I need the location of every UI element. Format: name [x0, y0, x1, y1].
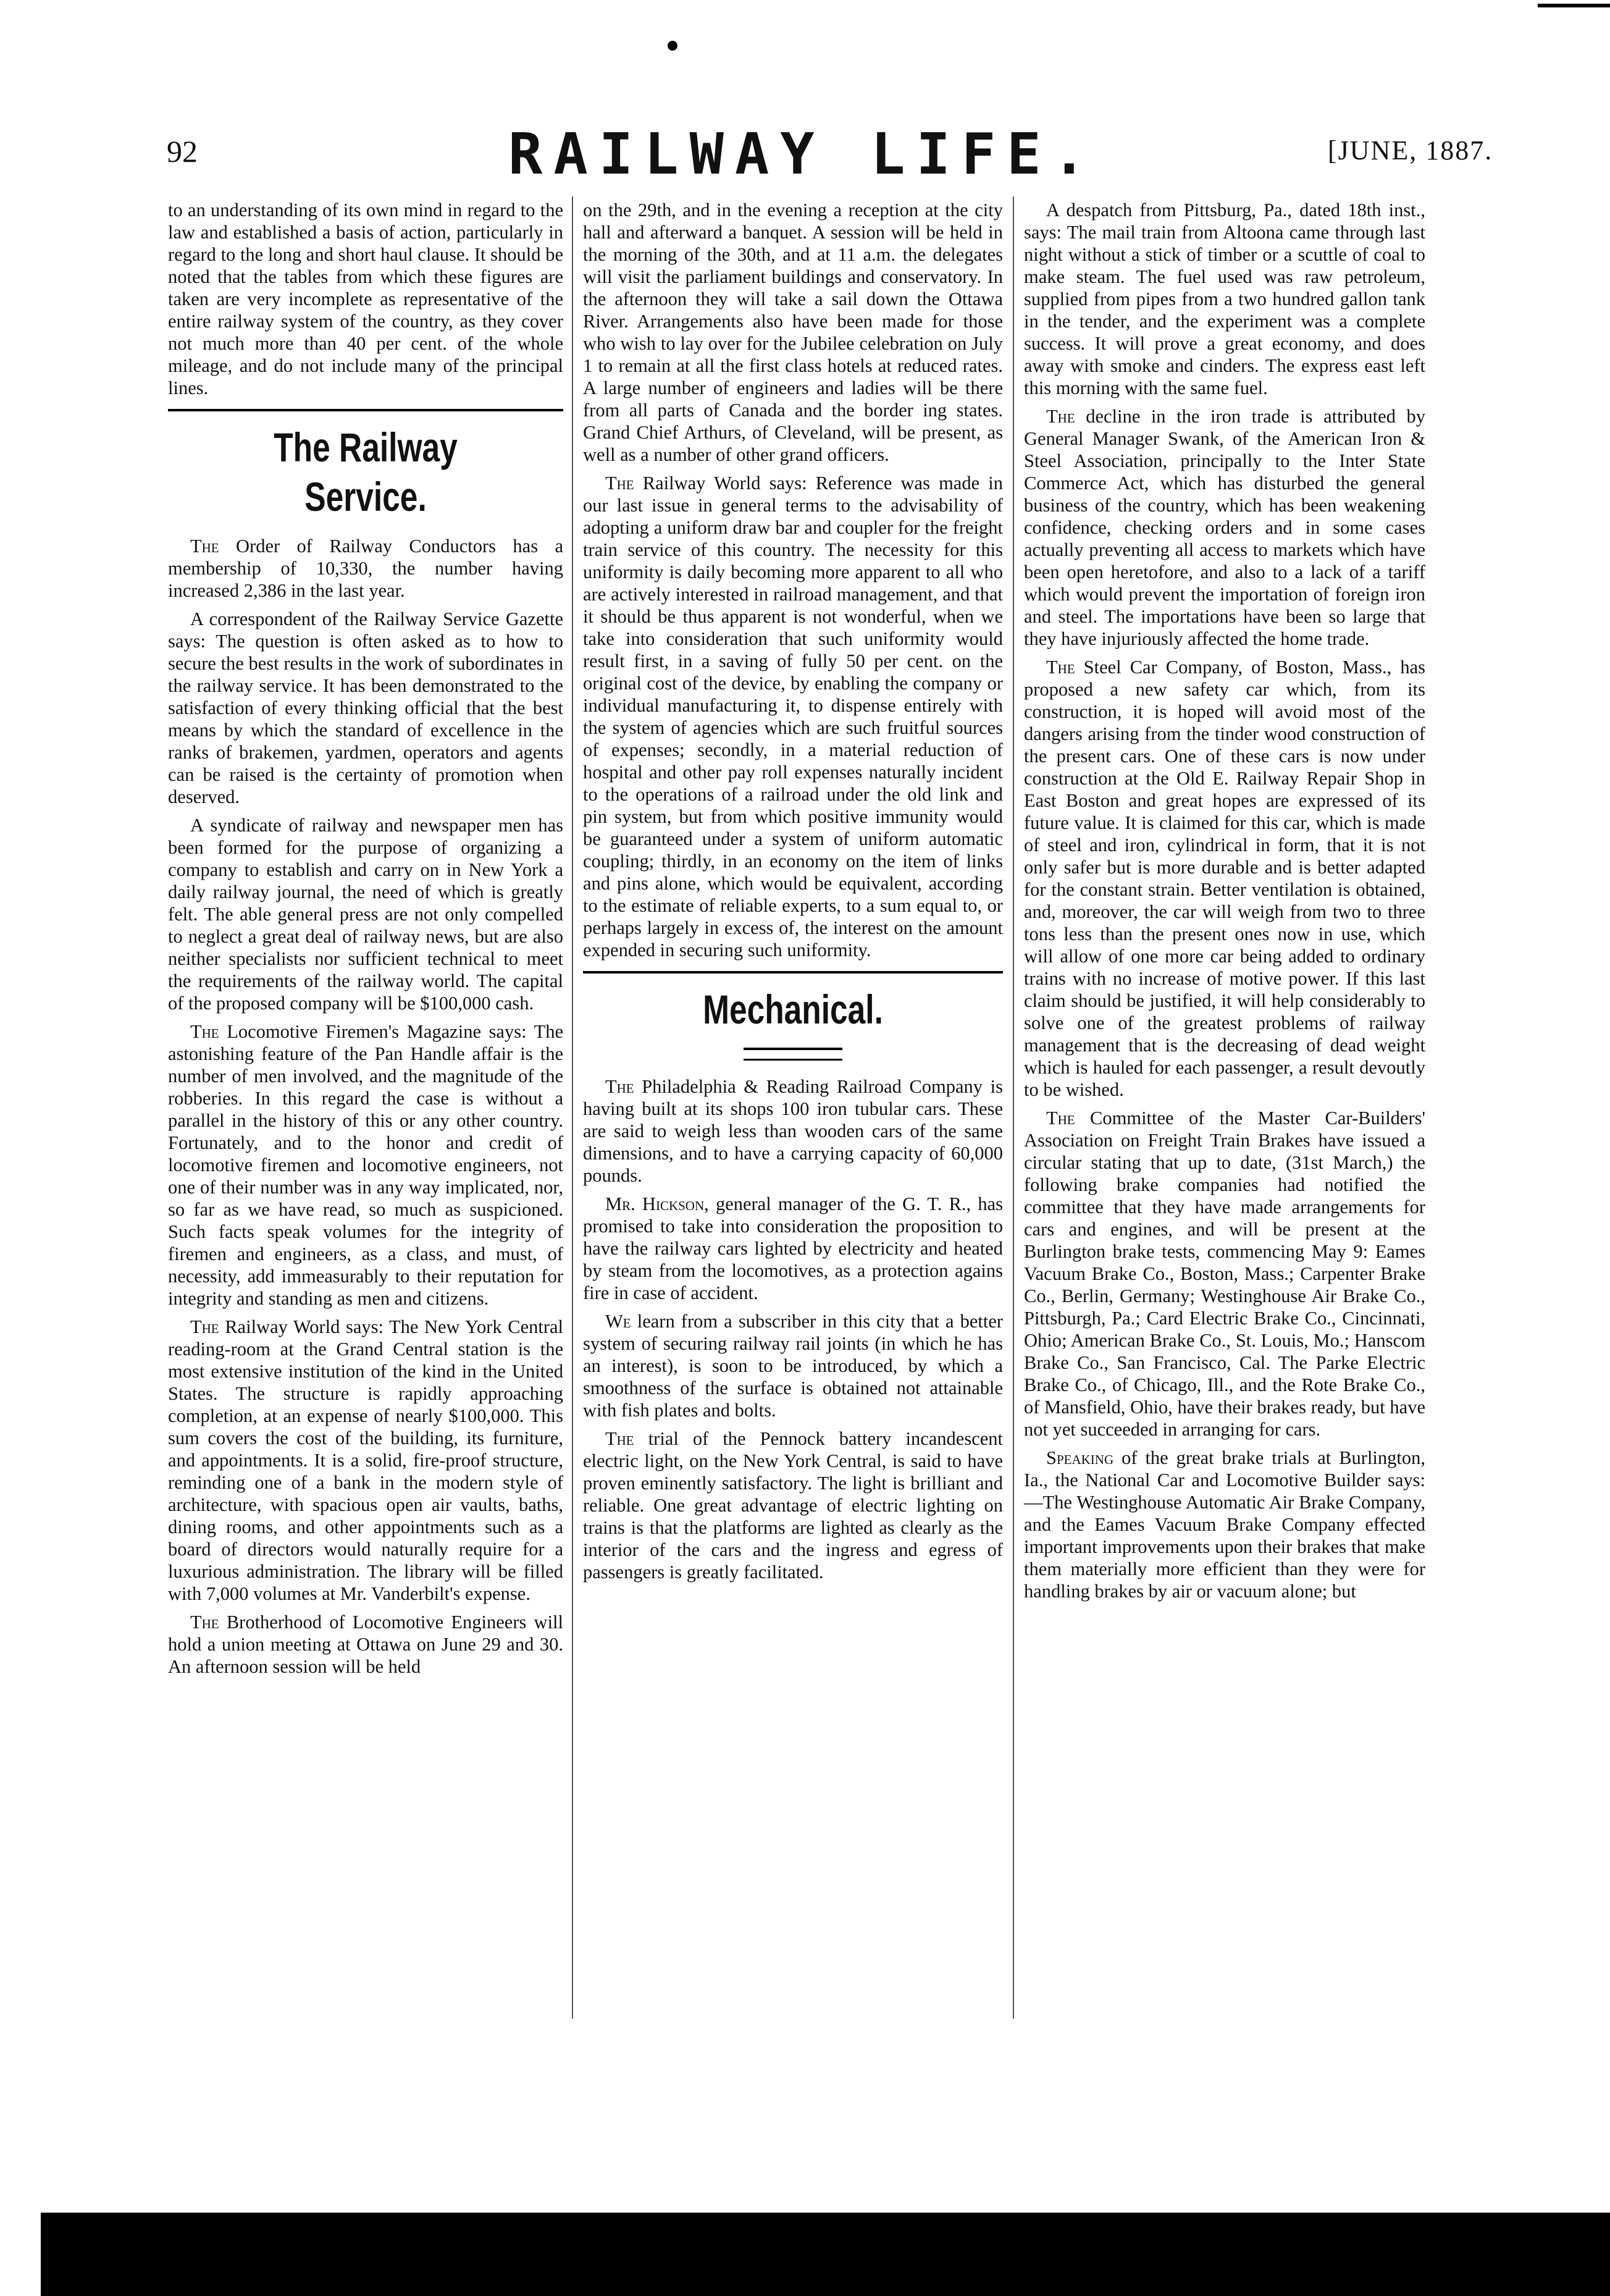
paragraph: A correspondent of the Railway Service Gazette says: The question is often asked as to how to secure the best results in the work of subordinates in the railway service. It has been demonstrated to the satisfaction of every thinking official that the best means by which the standard of excellence in the ranks of brakemen, yardmen, operators and agents can be raised is the certainty of promotion when deserved.: [168, 608, 563, 807]
paragraph: [168, 1316, 563, 1605]
column-1: [168, 199, 563, 1684]
publication-title: RAILWAY LIFE.: [508, 121, 1098, 187]
section-rule: [168, 409, 563, 411]
paragraph-text: Railway World says: The New York Central reading-room at the Grand Central station is the most extensive institution of the kind in the United States. The structure is rapidly approaching completion, at an expense of nearly $100,000. This sum covers the cost of the building, its furniture, and appointments. It is a solid, fire-proof structure, reminding one of a bank in the modern style of architecture, with spacious open air vaults, baths, dining rooms, and other appointments such as a board of directors would naturally require for a luxurious administration. The library will be filled with 7,000 volumes at Mr. Vanderbilt's expense.: [168, 1316, 564, 1604]
title-ornament: [744, 1048, 842, 1061]
paragraph-text: Brotherhood of Locomotive Engineers will hold a union meeting at Ottawa on June 29 and 30. An afternoon session will be held: [168, 1612, 563, 1677]
page-number: 92: [167, 134, 198, 169]
scan-edge-bar: [41, 2213, 1610, 2296]
paragraph-text: of the great brake trials at Burlington, Ia., the National Car and Locomotive Builder says:—The Westinghouse Automatic Air Brake Company, and the Eames Vacuum Brake Company effected important improvements upon their brakes that make them materially more efficient than they were for handling brakes by air or vacuum alone; but: [1024, 1447, 1426, 1602]
paragraph-text: Committee of the Master Car-Builders' Association on Freight Train Brakes have issued a circular stating that up to date, (31st March,) the following brake companies had notified the committee that they have made arrangements for cars and engines, and will be present at the Burlington brake tests, commencing May 9: Eames Vacuum Brake Co., Boston, Mass.; Carpenter Brake Co., Berlin, Germany; Westinghouse Air Brake Co., Pittsburgh, Pa.; Card Electric Brake Co., Cincinnati, Ohio; American Brake Co., St. Louis, Mo.; Hanscom Brake Co., San Francisco, Cal. The Parke Electric Brake Co., of Chicago, Ill., and the Rote Brake Co., of Mansfield, Ohio, have their brakes ready, but have not yet succeeded in arranging for cars.: [1024, 1108, 1425, 1440]
paragraph: [583, 1428, 1003, 1583]
paragraph-lead: The: [1046, 406, 1075, 427]
paragraph-lead: The: [605, 1428, 634, 1449]
paragraph-lead: The: [605, 1076, 634, 1097]
paragraph-text: general manager of the G. T. R., has promised to take into consideration the proposition to have the railway cars lighted by electricity and heated by steam from the locomotives, as a protection agains fire in case of accident.: [583, 1193, 1003, 1303]
column-divider: [572, 196, 573, 2019]
paragraph-lead: Mr. Hickson,: [605, 1193, 709, 1214]
paragraph: to an understanding of its own mind in regard to the law and established a basis of action, particularly in regard to the long and short haul clause. It should be noted that the tables from which these figures are taken are very incomplete as representative of the entire railway system of the country, as they cover not much more than 40 per cent. of the whole mileage, and do not include many of the principal lines.: [168, 200, 563, 398]
paragraph-text: trial of the Pennock battery incandescent electric light, on the New York Central, is said to have proven eminently satisfactory. The light is brilliant and reliable. One great advantage of electric lighting on trains is that the platforms are lighted as clearly as the interior of the cars and the ingress and egress of passengers is greatly facilitated.: [583, 1428, 1003, 1583]
paragraph-text: learn from a subscriber in this city that a better system of securing railway rail joints (in which he has an interest), is soon to be introduced, by which a smoothness of the surface is obtained not attainable with fish plates and bolts.: [583, 1311, 1004, 1421]
column-3: [1024, 199, 1425, 1608]
section-title-railway-service: The Railway Service.: [274, 424, 458, 519]
paragraph-text: Order of Railway Conductors has a membership of 10,330, the number having increased 2,386 in the last year.: [168, 536, 563, 601]
paragraph-lead: The: [1046, 1108, 1075, 1129]
paragraph: [1024, 405, 1425, 650]
paragraph: A despatch from Pittsburg, Pa., dated 18th inst., says: The mail train from Altoona came through last night without a stick of timber or a scuttle of coal to make steam. The fuel used was raw petroleum, supplied from pipes from a two hundred gallon tank in the tender, and the experiment was a complete success. It will prove a great economy, and does away with smoke and cinders. The express east left this morning with the same fuel.: [1024, 200, 1425, 398]
paragraph-lead: We: [605, 1311, 631, 1332]
paragraph: [168, 1020, 563, 1310]
paragraph: [583, 472, 1003, 961]
paragraph-text: Railway World says: Reference was made in our last issue in general terms to the advisability of adopting a uniform draw bar and coupler for the freight train service of this country. The necessity for this uniformity is daily becoming more apparent to all who are actively interested in railroad management, and that it should be thus apparent is not wonderful, when we take into consideration that such uniformity would result first, in a saving of fully 50 per cent. on the original cost of the device, by enabling the company or individual manufacturing it, to dispense entirely with the system of agencies which are such fruitful sources of expenses; secondly, in a material reduction of hospital and other pay roll expenses naturally incident to the operations of a railroad under the old link and pin system, but from which positive immunity would be guaranteed under a system of uniform automatic coupling; thirdly, in an economy on the item of links and pins alone, which would be equivalent, according to the estimate of reliable experts, to a sum equal to, or perhaps largely in excess of, the interest on the amount expended in securing such uniformity.: [583, 473, 1004, 961]
paragraph: [583, 1193, 1003, 1304]
column-divider: [1013, 196, 1014, 2019]
paragraph-text: Locomotive Firemen's Magazine says: The astonishing feature of the Pan Handle affair is the number of men involved, and the magnitude of the robberies. In this regard the case is without a parallel in the history of this or any other country. Fortunately, and to the honor and credit of locomotive firemen and locomotive engineers, not one of their number was in any way implicated, nor, so far as we have read, so much as suspicioned. Such facts speak volumes for the integrity of firemen and engineers, as a class, and must, of necessity, add immeasurably to their reputation for integrity and standing as men and citizens.: [168, 1021, 563, 1309]
ink-dot: [668, 41, 677, 51]
paragraph-lead: Speaking: [1046, 1447, 1114, 1468]
section-rule: [583, 971, 1003, 973]
paragraph-lead: The: [605, 473, 634, 494]
paragraph-lead: The: [190, 536, 219, 557]
paragraph-lead: The: [190, 1316, 219, 1337]
paragraph: [583, 1075, 1003, 1187]
paragraph: A syndicate of railway and newspaper men has been formed for the purpose of organizing a company to establish and carry on in New York a daily railway journal, the need of which is greatly felt. The able general press are not only compelled to neglect a great deal of railway news, but are also neither specialists nor sufficient technical to meet the requirements of the railway world. The capital of the proposed company will be $100,000 cash.: [168, 815, 563, 1014]
paragraph-lead: The: [1046, 657, 1075, 678]
column-2: [583, 199, 1003, 1589]
issue-date: [JUNE, 1887.: [1328, 135, 1493, 166]
paragraph: [583, 1310, 1003, 1421]
paragraph-lead: The: [190, 1612, 219, 1633]
corner-mark: [1538, 4, 1610, 7]
paragraph: [1024, 1447, 1425, 1602]
paragraph: [1024, 656, 1425, 1101]
paragraph-text: Steel Car Company, of Boston, Mass., has proposed a new safety car which, from its construction, it is hoped will avoid most of the dangers arising from the tinder wood construction of the present cars. One of these cars is now under construction at the Old E. Railway Repair Shop in East Boston and great hopes are expressed of its future value. It is claimed for this car, which is made of steel and iron, cylindrical in form, that it is not only safer but is more durable and is better adapted for the constant strain. Better ventilation is obtained, and, moreover, the car will weigh from two to three tons less than the present ones now in use, which will allow of one more car being added to ordinary trains with no increase of motive power. If this last claim should be justified, it will help considerably to solve one of the greatest problems of railway management that is the decreasing of dead weight which is hauled for each passenger, a result devoutly to be wished.: [1024, 657, 1425, 1100]
paragraph: [168, 535, 563, 602]
section-title-mechanical: Mechanical.: [703, 986, 883, 1032]
paragraph: [1024, 1107, 1425, 1440]
page-header: [0, 0, 1610, 185]
paragraph-text: decline in the iron trade is attributed by General Manager Swank, of the American Iron & Steel Association, principally to the Inter State Commerce Act, which has disturbed the general business of the country, which has been weakening confidence, checking orders and in some cases actually preventing all access to markets which have been open heretofore, and also to a lack of a tariff which would prevent the importation of foreign iron and steel. The importations have been so large that they have injuriously affected the home trade.: [1024, 406, 1426, 649]
paragraph: on the 29th, and in the evening a reception at the city hall and afterward a banquet. A session will be held in the morning of the 30th, and at 11 a.m. the delegates will visit the parliament buildings and conservatory. In the afternoon they will take a sail down the Ottawa River. Arrangements also have been made for those who wish to lay over for the Jubilee celebration on July 1 to remain at all the first class hotels at reduced rates. A large number of engineers and ladies will be there from all parts of Canada and the border ing states. Grand Chief Arthurs, of Cleveland, will be present, as well as a number of other grand officers.: [583, 200, 1003, 465]
paragraph-text: Philadelphia & Reading Railroad Company is having built at its shops 100 iron tubular cars. These are said to weigh less than wooden cars of the same dimensions, and to have a carrying capacity of 60,000 pounds.: [583, 1076, 1003, 1186]
paragraph-lead: The: [190, 1021, 219, 1042]
paragraph: [168, 1611, 563, 1678]
